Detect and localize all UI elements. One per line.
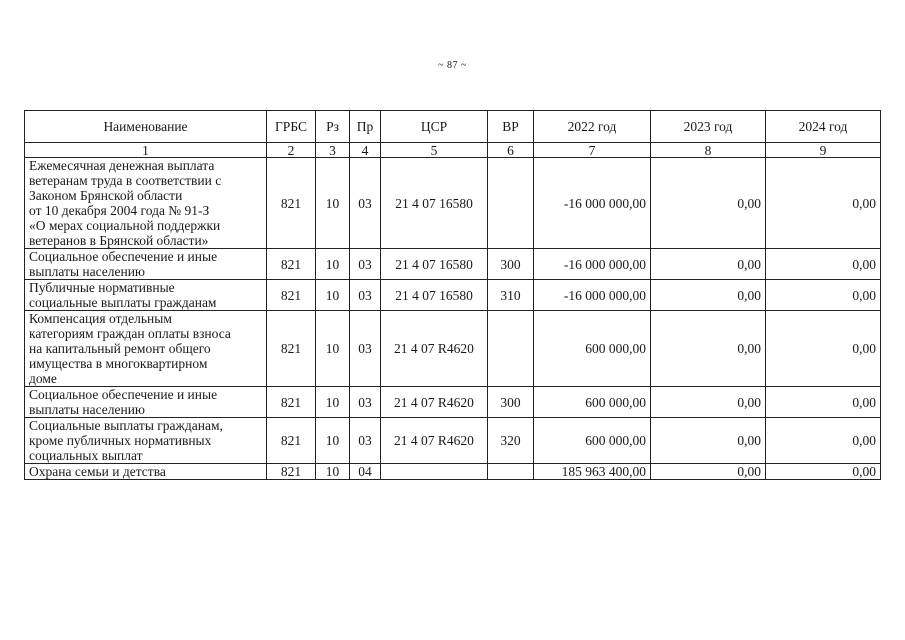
cell-vr: 300	[488, 249, 534, 280]
table-row	[25, 158, 881, 249]
cell-name-line: на капитальный ремонт общего	[29, 341, 211, 356]
cell-2024: 0,00	[766, 249, 881, 280]
cell-grbs: 821	[267, 418, 316, 464]
cell-2023: 0,00	[651, 464, 766, 480]
cell-csr: 21 4 07 R4620	[381, 418, 488, 464]
column-number: 3	[316, 143, 350, 158]
cell-name-line: Социальное обеспечение и иные	[29, 387, 218, 402]
column-number: 8	[651, 143, 766, 158]
column-number: 6	[488, 143, 534, 158]
header-row	[25, 111, 881, 143]
table-row	[25, 464, 881, 480]
column-number-row	[25, 143, 881, 158]
cell-vr: 300	[488, 387, 534, 418]
column-number: 2	[267, 143, 316, 158]
cell-name-line: социальные выплаты гражданам	[29, 295, 217, 310]
cell-csr	[381, 464, 488, 480]
column-number: 7	[534, 143, 651, 158]
cell-2024: 0,00	[766, 311, 881, 387]
cell-2023: 0,00	[651, 418, 766, 464]
header-csr: ЦСР	[381, 111, 488, 143]
cell-name-line: Социальные выплаты гражданам,	[29, 418, 223, 433]
column-number: 5	[381, 143, 488, 158]
cell-grbs: 821	[267, 280, 316, 311]
table-row	[25, 387, 881, 418]
header-rz: Рз	[316, 111, 350, 143]
cell-name-line: ветеранов в Брянской области»	[29, 233, 209, 248]
cell-name	[25, 158, 267, 249]
cell-grbs: 821	[267, 387, 316, 418]
cell-rz: 10	[316, 311, 350, 387]
cell-rz: 10	[316, 464, 350, 480]
cell-2024: 0,00	[766, 280, 881, 311]
cell-rz: 10	[316, 249, 350, 280]
cell-name	[25, 464, 267, 480]
cell-name-line: «О мерах социальной поддержки	[29, 218, 221, 233]
cell-2022: -16 000 000,00	[534, 249, 651, 280]
cell-2023: 0,00	[651, 387, 766, 418]
column-number: 9	[766, 143, 881, 158]
cell-grbs: 821	[267, 311, 316, 387]
header-2022: 2022 год	[534, 111, 651, 143]
cell-csr: 21 4 07 R4620	[381, 311, 488, 387]
cell-pr: 03	[350, 387, 381, 418]
cell-2022: 600 000,00	[534, 311, 651, 387]
cell-2024: 0,00	[766, 158, 881, 249]
cell-csr: 21 4 07 16580	[381, 280, 488, 311]
cell-2024: 0,00	[766, 387, 881, 418]
cell-vr	[488, 464, 534, 480]
cell-rz: 10	[316, 280, 350, 311]
cell-name-line: выплаты населению	[29, 264, 146, 279]
cell-2023: 0,00	[651, 158, 766, 249]
cell-name-line: Законом Брянской области	[29, 188, 183, 203]
cell-2022: -16 000 000,00	[534, 158, 651, 249]
header-vr: ВР	[488, 111, 534, 143]
cell-rz: 10	[316, 418, 350, 464]
cell-vr	[488, 158, 534, 249]
cell-name-line: Ежемесячная денежная выплата	[29, 158, 215, 173]
cell-rz: 10	[316, 158, 350, 249]
header-pr: Пр	[350, 111, 381, 143]
cell-name-line: Социальное обеспечение и иные	[29, 249, 218, 264]
header-2023: 2023 год	[651, 111, 766, 143]
cell-name-line: доме	[29, 371, 57, 386]
cell-csr: 21 4 07 R4620	[381, 387, 488, 418]
column-number: 4	[350, 143, 381, 158]
cell-name	[25, 249, 267, 280]
cell-pr: 03	[350, 280, 381, 311]
table-row	[25, 311, 881, 387]
cell-2023: 0,00	[651, 249, 766, 280]
cell-2022: 185 963 400,00	[534, 464, 651, 480]
cell-name-line: имущества в многоквартирном	[29, 356, 208, 371]
cell-name-line: социальных выплат	[29, 448, 143, 463]
table-row	[25, 280, 881, 311]
cell-name	[25, 311, 267, 387]
cell-csr: 21 4 07 16580	[381, 249, 488, 280]
cell-vr	[488, 311, 534, 387]
cell-name	[25, 418, 267, 464]
cell-grbs: 821	[267, 158, 316, 249]
header-name: Наименование	[25, 111, 267, 143]
cell-name-line: Публичные нормативные	[29, 280, 175, 295]
cell-name-line: от 10 декабря 2004 года № 91-З	[29, 203, 210, 218]
table-row	[25, 418, 881, 464]
header-grbs: ГРБС	[267, 111, 316, 143]
page-number: ~ 87 ~	[438, 60, 467, 71]
cell-2023: 0,00	[651, 311, 766, 387]
column-number: 1	[25, 143, 267, 158]
cell-vr: 320	[488, 418, 534, 464]
cell-pr: 03	[350, 311, 381, 387]
cell-2024: 0,00	[766, 464, 881, 480]
cell-pr: 04	[350, 464, 381, 480]
cell-pr: 03	[350, 249, 381, 280]
cell-name-line: Охрана семьи и детства	[29, 464, 166, 479]
cell-grbs: 821	[267, 249, 316, 280]
cell-vr: 310	[488, 280, 534, 311]
cell-2023: 0,00	[651, 280, 766, 311]
cell-2024: 0,00	[766, 418, 881, 464]
cell-name-line: ветеранам труда в соответствии с	[29, 173, 222, 188]
cell-2022: 600 000,00	[534, 387, 651, 418]
cell-rz: 10	[316, 387, 350, 418]
cell-pr: 03	[350, 418, 381, 464]
table-row	[25, 249, 881, 280]
cell-csr: 21 4 07 16580	[381, 158, 488, 249]
cell-name-line: кроме публичных нормативных	[29, 433, 212, 448]
cell-grbs: 821	[267, 464, 316, 480]
cell-name	[25, 387, 267, 418]
cell-name-line: категориям граждан оплаты взноса	[29, 326, 231, 341]
cell-name	[25, 280, 267, 311]
cell-name-line: выплаты населению	[29, 402, 146, 417]
cell-pr: 03	[350, 158, 381, 249]
cell-2022: 600 000,00	[534, 418, 651, 464]
budget-table	[24, 110, 881, 480]
cell-name-line: Компенсация отдельным	[29, 311, 172, 326]
header-2024: 2024 год	[766, 111, 881, 143]
cell-2022: -16 000 000,00	[534, 280, 651, 311]
